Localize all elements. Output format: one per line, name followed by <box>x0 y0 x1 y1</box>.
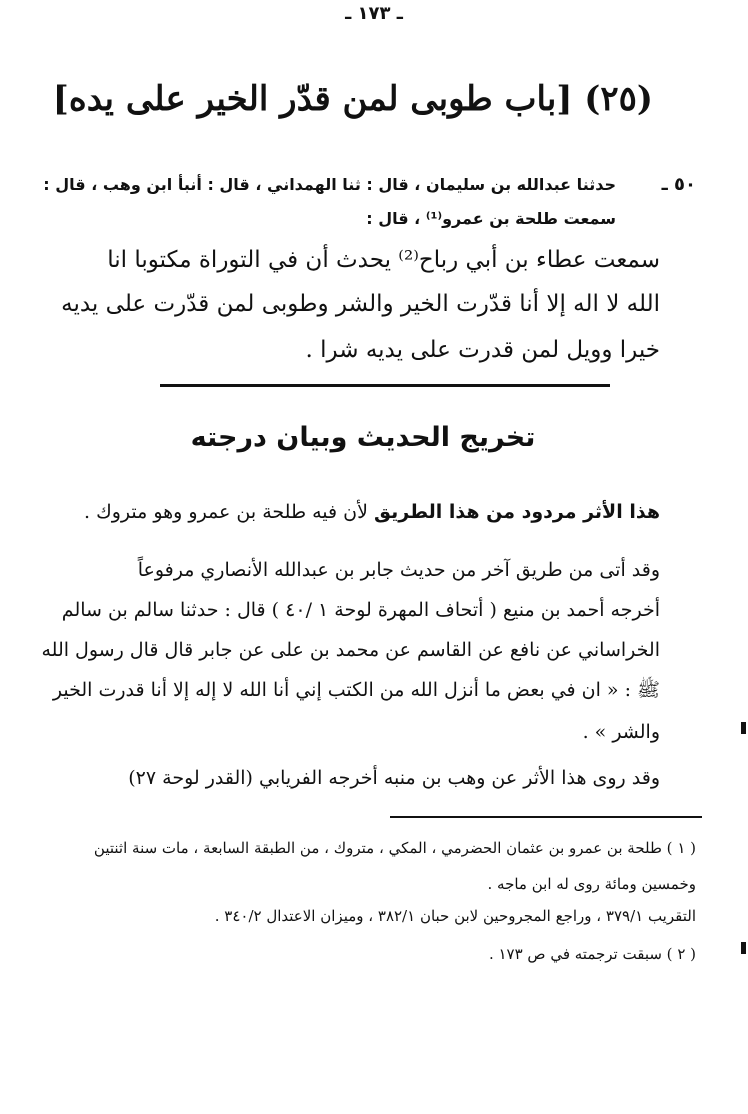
takhrij-line-5: والشر » . <box>582 721 660 743</box>
matn-line-3: خيرا وويل لمن قدرت على يديه شرا . <box>305 337 660 363</box>
takhrij-line-4: ﷺ : « ان في بعض ما أنزل الله من الكتب إني أنا الله لا إله إلا أنا قدرت الخير <box>52 679 660 701</box>
footnote-1-line-1: ( ١ ) طلحة بن عمرو بن عثمان الحضرمي ، المكي ، متروك ، من الطبقة السابعة ، مات سنة اثنتين <box>93 839 696 857</box>
takhrij-line-2: أخرجه أحمد بن منيع ( أتحاف المهرة لوحة ١ /٤٠ ) قال : حدثنا سالم بن سالم <box>61 599 660 621</box>
takhrij-line-1: وقد أتى من طريق آخر من حديث جابر بن عبدالله الأنصاري مرفوعاً <box>137 559 660 581</box>
matn-line-1: سمعت عطاء بن أبي رباح⁽²⁾ يحدث أن في التوراة مكتوبا انا <box>107 247 660 273</box>
isnad-line-1: حدثنا عبدالله بن سليمان ، قال : ثنا الهمداني ، قال : أنبأ ابن وهب ، قال : <box>43 175 616 194</box>
footnote-2: ( ٢ ) سبقت ترجمته في ص ١٧٣ . <box>488 945 696 963</box>
footnote-1-line-3: التقريب ٣٧٩/١ ، وراجع المجروحين لابن حبان ٣٨٢/١ ، وميزان الاعتدال ٣٤٠/٢ . <box>214 907 696 925</box>
verdict-line <box>84 494 660 530</box>
scan-edge-mark <box>741 722 746 734</box>
hadith-number: ٥٠ ـ <box>661 174 696 195</box>
takhrij-heading: تخريج الحديث وبيان درجته <box>190 422 536 453</box>
page-number: ـ ١٧٣ ـ <box>345 3 403 24</box>
isnad-line-2: سمعت طلحة بن عمرو⁽¹⁾ ، قال : <box>366 209 616 228</box>
footnote-1-line-2: وخمسين ومائة روى له ابن ماجه . <box>487 875 696 893</box>
scan-edge-mark <box>741 942 746 954</box>
section-divider <box>160 384 610 387</box>
matn-line-2: الله لا اله إلا أنا قدّرت الخير والشر وطوبى لمن قدّرت على يديه <box>61 291 660 317</box>
verdict-bold: هذا الأثر مردود من هذا الطريق <box>373 501 660 523</box>
verdict-rest: لأن فيه طلحة بن عمرو وهو متروك . <box>84 501 374 523</box>
takhrij-line-3: الخراساني عن نافع عن القاسم عن محمد بن على عن جابر قال قال رسول الله <box>41 639 660 661</box>
footnote-divider <box>390 816 702 818</box>
closing-line: وقد روى هذا الأثر عن وهب بن منبه أخرجه الفريابي (القدر لوحة ٢٧) <box>128 767 660 789</box>
chapter-title: (٢٥) [باب طوبى لمن قدّر الخير على يده] <box>52 79 653 119</box>
